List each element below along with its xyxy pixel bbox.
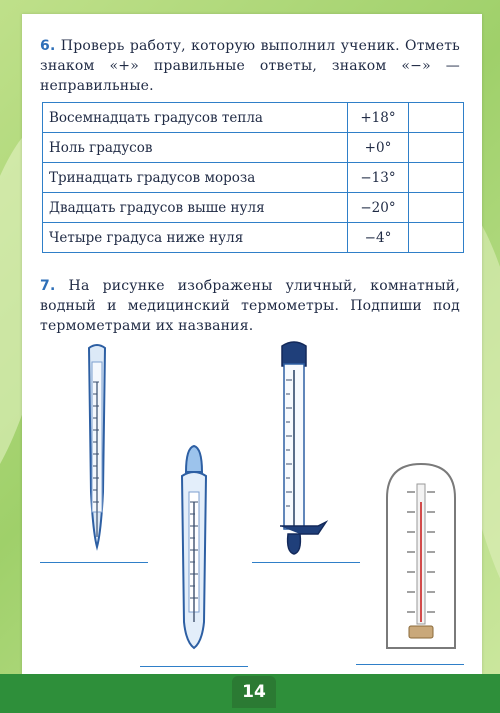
answer-line-3[interactable]	[252, 562, 360, 563]
value-cell: +18°	[348, 103, 409, 133]
value-cell: −20°	[348, 193, 409, 223]
answer-line-4[interactable]	[356, 664, 464, 665]
medical-thermometer-icon	[77, 342, 117, 562]
mark-cell[interactable]	[409, 163, 464, 193]
phrase-cell: Восемнадцать градусов тепла	[43, 103, 348, 133]
street-thermometer-icon	[274, 340, 332, 560]
task-7-number: 7.	[40, 278, 56, 294]
phrase-cell: Тринадцать градусов мороза	[43, 163, 348, 193]
value-cell: −13°	[348, 163, 409, 193]
workbook-page	[22, 14, 482, 674]
task-6-number: 6.	[40, 38, 56, 54]
mark-cell[interactable]	[409, 133, 464, 163]
phrase-cell: Ноль градусов	[43, 133, 348, 163]
water-thermometer-icon	[172, 442, 216, 652]
answer-line-2[interactable]	[140, 666, 248, 667]
mark-cell[interactable]	[409, 193, 464, 223]
task-6-instructions	[40, 36, 460, 96]
answer-line-1[interactable]	[40, 562, 148, 563]
phrase-cell: Двадцать градусов выше нуля	[43, 193, 348, 223]
phrase-cell: Четыре градуса ниже нуля	[43, 223, 348, 253]
table-row	[43, 223, 464, 253]
value-cell: +0°	[348, 133, 409, 163]
room-thermometer-icon	[385, 462, 457, 650]
value-cell: −4°	[348, 223, 409, 253]
table-row	[43, 193, 464, 223]
table-row	[43, 133, 464, 163]
task-7-text: На рисунке изображены уличный, комнатный, водный и медицинский термометры. Подпиши под термометрами их названия.	[40, 278, 460, 334]
answers-table	[42, 102, 464, 253]
page-number: 14	[232, 676, 276, 708]
task-7-instructions	[40, 276, 460, 336]
mark-cell[interactable]	[409, 103, 464, 133]
table-row	[43, 103, 464, 133]
mark-cell[interactable]	[409, 223, 464, 253]
table-row	[43, 163, 464, 193]
task-6-text: Проверь работу, которую выполнил ученик. Отметь знаком «+» правильные ответы, знаком «−» — неправильные.	[40, 38, 461, 94]
